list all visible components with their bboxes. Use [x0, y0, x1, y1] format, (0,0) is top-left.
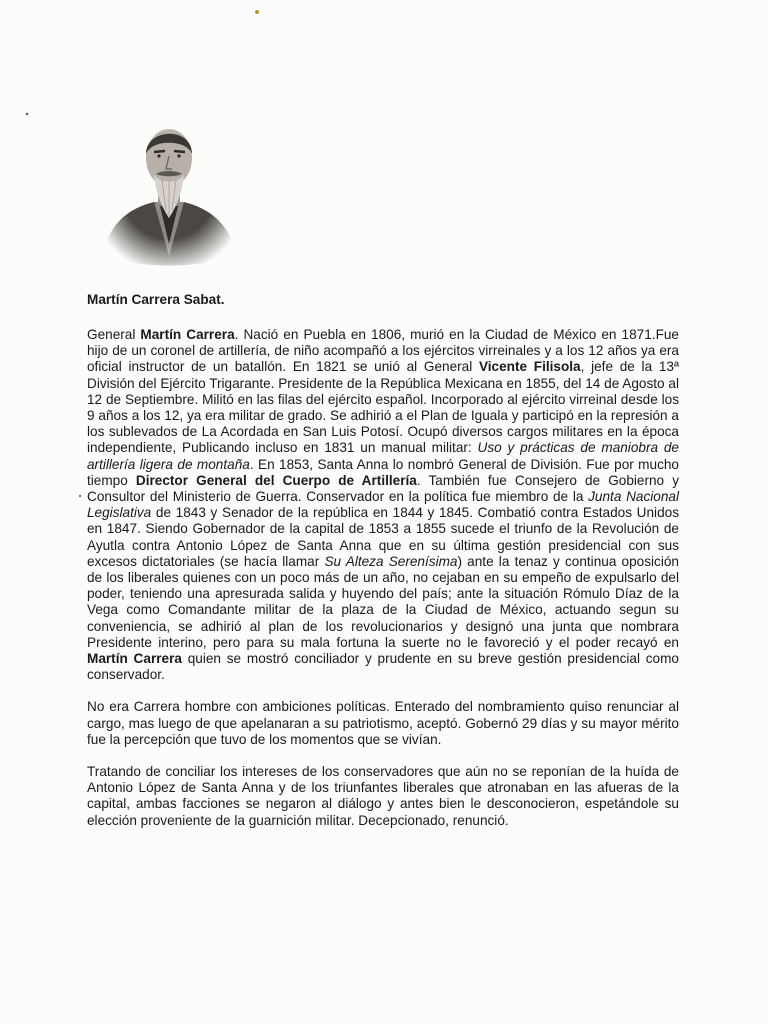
- text-run: quien se mostró conciliador y prudente en su breve gestión presidencial como conservador.: [87, 651, 679, 683]
- text-run: . En 1853, Santa Anna lo nombró General de División. Fue por mucho tiempo: [87, 456, 679, 488]
- italic-text-run: Junta Nacional Legislativa: [87, 489, 679, 521]
- text-run: de 1843 y Senador de la república en 1844 y 1845. Combatió contra Estados Unidos en 1847. Siendo Gobernador de la capital de 1853 a 1855 sucede el triunfo de la Revolución de Ayutla contra Antonio López de Santa Anna que en su última gestión presidencial con sus excesos dictatoriales (se hacía llamar: [87, 505, 679, 569]
- text-run: . Nació en Puebla en 1806, murió en la Ciudad de México en 1871.Fue hijo de un coronel de artillería, de niño acompañó a los ejércitos virreinales y a los 12 años ya era oficial instructor de un batallón. En 1821 se unió al General: [87, 327, 679, 375]
- italic-text-run: Su Alteza Serenísima: [324, 553, 458, 569]
- paragraph-ambitions: [87, 699, 679, 748]
- portrait-image: [96, 114, 242, 274]
- bold-text-run: Vicente Filisola: [478, 359, 581, 375]
- text-run: . También fue Consejero de Gobierno y Consultor del Ministerio de Guerra. Conservador en la política fue miembro de la: [87, 472, 679, 505]
- text-run: No era Carrera hombre con ambiciones políticas. Enterado del nombramiento quiso renunciar al cargo, mas luego de que apelanaran a su patriotismo, aceptó. Gobernó 29 días y su mayor mérito fue la percepción que tuvo de los momentos que se vivían.: [87, 699, 679, 747]
- paragraph-biography: [87, 327, 679, 683]
- text-run: Tratando de conciliar los intereses de los conservadores que aún no se reponían de la huída de Antonio López de Santa Anna y de los triunfantes liberales que atronaban en las afueras de la capital, ambas facciones se negaron al diálogo y antes bien le desconocieron, espetándole su elección proveniente de la guarnición militar. Decepcionado, renunció.: [87, 764, 679, 828]
- biography-text: [87, 327, 679, 845]
- document-heading: Martín Carrera Sabat.: [87, 292, 225, 307]
- paragraph-resignation: [87, 764, 679, 829]
- bold-text-run: Martín Carrera: [87, 651, 182, 667]
- italic-text-run: Uso y prácticas de maniobra de artillería ligera de montaña: [87, 440, 679, 472]
- bold-text-run: Martín Carrera: [140, 327, 235, 342]
- bold-text-run: Director General del Cuerpo de Artillería: [135, 472, 417, 488]
- text-run: General: [87, 327, 141, 342]
- text-run: ) ante la tenaz y continua oposición de los liberales quienes con un poco más de un año, no cejaban en su empeño de expulsarlo del poder, teniendo una apresurada salida y huyendo del país; ante la situación Rómulo Díaz de la Vega como Comandante militar de la plaza de la Ciudad de México, actuando segun su conveniencia, se adhirió al plan de los revolucionarios y designó una junta que nombrara Presidente interino, pero para su mala fortuna la suerte no le favoreció y el poder recayó en: [87, 553, 679, 650]
- text-run: , jefe de la 13ª División del Ejército Trigarante. Presidente de la República Mexicana en 1855, del 14 de Agosto al 12 de Septiembre. Militó en las filas del ejército español. Incorporado al ejército virreinal desde los 9 años a los 12, ya era militar de grado. Se adhirió a el Plan de Iguala y participó en la represión a los sublevados de La Acordada en San Luis Potosí. Ocupó diversos cargos militares en la época independiente, Publicando incluso en 1831 un manual militar:: [87, 359, 679, 456]
